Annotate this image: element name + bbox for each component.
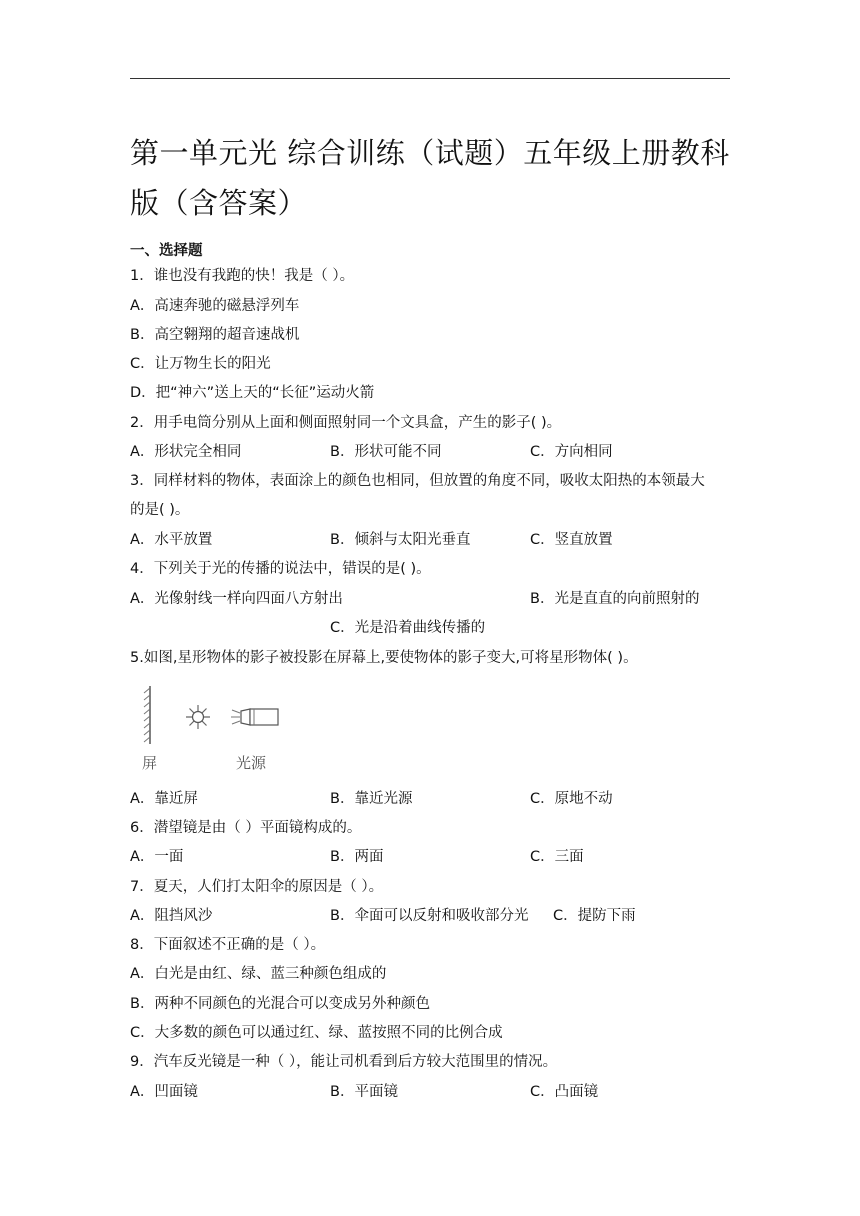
question-4-option-c: C．光是沿着曲线传播的 <box>330 620 486 636</box>
question-4-stem: 4．下列关于光的传播的说法中，错误的是( )。 <box>130 561 431 577</box>
question-9-option-c: C．凸面镜 <box>530 1084 599 1100</box>
question-1-option-b: B．高空翱翔的超音速战机 <box>130 327 300 343</box>
question-7-option-a: A．阻挡风沙 <box>130 908 213 924</box>
question-7-stem: 7．夏天，人们打太阳伞的原因是（ ）。 <box>130 879 384 895</box>
question-3-stem-continued: 的是( )。 <box>130 502 190 518</box>
page-title: 第一单元光 综合训练（试题）五年级上册教科版（含答案） <box>130 136 730 220</box>
question-3-option-b: B．倾斜与太阳光垂直 <box>330 532 471 548</box>
screen-label: 屏 <box>142 754 158 772</box>
question-7-option-c: C．提防下雨 <box>553 908 636 924</box>
question-4-option-b: B．光是直直的向前照射的 <box>530 591 700 607</box>
question-8-option-a: A．白光是由红、绿、蓝三种颜色组成的 <box>130 966 387 982</box>
question-6-stem: 6．潜望镜是由（ ）平面镜构成的。 <box>130 820 362 836</box>
question-1-option-d: D．把“神六”送上天的“长征”运动火箭 <box>130 385 375 401</box>
star-object-icon <box>186 705 210 729</box>
question-7-option-b: B．伞面可以反射和吸收部分光 <box>330 908 529 924</box>
question-3-option-c: C．竖直放置 <box>530 532 613 548</box>
question-1-option-a: A．高速奔驰的磁悬浮列车 <box>130 298 300 314</box>
flashlight-icon <box>231 709 278 725</box>
question-8-option-b: B．两种不同颜色的光混合可以变成另外种颜色 <box>130 996 430 1012</box>
question-9-stem: 9．汽车反光镜是一种（ ），能让司机看到后方较大范围里的情况。 <box>130 1054 558 1070</box>
question-5-stem: 5.如图,星形物体的影子被投影在屏幕上,要使物体的影子变大,可将星形物体( )。 <box>130 650 638 666</box>
question-9-option-a: A．凹面镜 <box>130 1084 198 1100</box>
question-1-stem: 1．谁也没有我跑的快！我是（ ）。 <box>130 268 355 284</box>
screen-illustration <box>144 686 150 744</box>
shadow-experiment-figure <box>140 684 300 780</box>
question-6-option-a: A．一面 <box>130 849 184 865</box>
section-heading: 一、选择题 <box>130 243 203 259</box>
question-8-stem: 8．下面叙述不正确的是（ ）。 <box>130 937 326 953</box>
question-4-option-a: A．光像射线一样向四面八方射出 <box>130 591 343 607</box>
question-6-option-c: C．三面 <box>530 849 584 865</box>
question-5-option-a: A．靠近屏 <box>130 791 198 807</box>
question-2-option-b: B．形状可能不同 <box>330 444 442 460</box>
header-rule <box>130 78 730 79</box>
question-8-option-c: C．大多数的颜色可以通过红、绿、蓝按照不同的比例合成 <box>130 1025 503 1041</box>
question-2-option-a: A．形状完全相同 <box>130 444 242 460</box>
question-9-option-b: B．平面镜 <box>330 1084 398 1100</box>
question-6-option-b: B．两面 <box>330 849 384 865</box>
question-2-option-c: C．方向相同 <box>530 444 613 460</box>
question-5-option-c: C．原地不动 <box>530 791 613 807</box>
question-5-option-b: B．靠近光源 <box>330 791 413 807</box>
question-2-stem: 2．用手电筒分别从上面和侧面照射同一个文具盒，产生的影子( )。 <box>130 415 562 431</box>
light-source-label: 光源 <box>236 754 267 772</box>
question-1-option-c: C．让万物生长的阳光 <box>130 356 271 372</box>
question-3-stem: 3．同样材料的物体，表面涂上的颜色也相同，但放置的角度不同，吸收太阳热的本领最大 <box>130 473 705 489</box>
question-3-option-a: A．水平放置 <box>130 532 213 548</box>
